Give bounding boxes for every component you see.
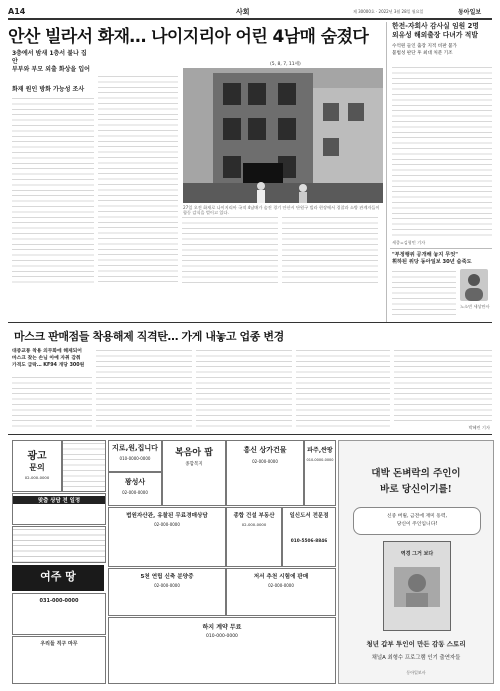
ad-left-top-title: 광고 [27,451,47,462]
ad-mid-5-title: 법원자산관, 유찰된 무료경매상담 [126,513,208,519]
ad-mid-8[interactable] [282,507,336,567]
ad-left-low[interactable] [12,565,104,591]
ad-mid-9-title: 5천 연립 신축 분양중 [140,574,194,580]
second-body-col1 [12,375,92,430]
second-body-col3 [196,348,292,430]
right-story [392,22,492,57]
column-title: "부정행위 공개해 놓지 무엇" [392,252,458,258]
ad-mid-6[interactable] [108,472,162,506]
second-sub-1: 대중교통 착용 의무화에 해제되어 [12,349,82,354]
columnist-photo [460,269,488,301]
ad-mid-10-phone: 02-000-0000 [268,583,294,588]
second-body-col2 [96,348,192,430]
subhead-3: 화재 원인 방화 가능성 조사 [12,86,85,93]
ad-mid-2-sub: 종합복지 [185,462,203,467]
column-box [392,252,492,318]
ad-mid-7[interactable] [226,507,282,567]
story-body-col1 [12,96,94,286]
book-cover-illustration [384,557,450,617]
book-ad-speech-2: 당신이 주인입니다! [396,522,438,527]
subhead-2: 부부와 부모 외출 화상을 입어 [12,66,90,73]
ad-mid-1-title: 지로,원,집니다 [112,444,158,452]
ad-left-mid-title: 맞춤 상담 전 일정 [13,496,105,504]
ad-mid-1[interactable] [108,440,162,472]
ad-left-top-subtitle: 문의 [29,463,45,472]
headline-title: 안산 빌라서 화재… 나이지리아 어린 4남매 숨졌다 [8,27,369,47]
ad-left-low2-title: 우리들 직구 마무 [40,641,78,647]
ad-left-top-phone: 02-000-0000 [24,475,50,480]
book-ad-publisher: 동아일보사 [406,670,426,675]
ad-mid-10[interactable] [226,568,336,616]
ad-mid-3-phone: 02-000-0000 [252,459,278,464]
main-headline [8,22,388,47]
right-story-body [392,65,492,240]
ad-mid-11[interactable] [108,617,336,684]
ad-mid-9[interactable] [108,568,226,616]
story-body-col3 [182,215,278,286]
second-sub-2: 마스크 찾는 손님 아예 자취 감춰 [12,356,81,361]
column-body [392,269,456,315]
ad-left-low-title: 여주 땅 [40,570,76,583]
book-ad[interactable] [338,440,494,684]
ad-mid-5[interactable] [108,507,226,567]
ad-mid-11-phone: 010-000-0000 [206,634,238,639]
issue-meta: 제 30000호 · 2022년 3월 28일 월요일 [353,9,424,14]
ad-mid-9-phone: 02-000-0000 [154,583,180,588]
right-story-title: 한전-자회사 감사실 임원 2명 [392,22,479,30]
book-ad-speech-1: 신중 버릴, 금전에 재미 동력, [386,514,448,519]
ad-left-mid2[interactable] [12,526,106,563]
masthead [8,6,492,18]
column-title2: 휘하된 위당 동아일보 30년 숨죽도 [392,259,472,265]
ad-mid-2-title: 복음아 팝 [175,448,213,458]
ad-mid-3[interactable] [226,440,304,506]
book-ad-speech-bubble [353,507,481,535]
second-body-col5 [394,348,492,424]
ad-mid-5-phone: 02-000-0000 [154,522,180,527]
ad-mid-8-phone: 010-5506-8846 [290,539,328,544]
subhead-1: 3층에서 밤새 1층서 불나 집안 [12,50,87,65]
headline-ages: (5, 8, 7, 11세) [270,62,301,67]
section-name: 사회 [236,8,250,16]
ad-left-low-info[interactable] [12,593,106,635]
right-story-byline: 세종=김형민 기자 [392,240,426,245]
ad-mid-7-title: 종합 건설 부동산 [233,513,275,519]
ad-mid-1-phone: 010-0000-0000 [119,456,151,461]
book-cover [383,541,451,631]
ad-left-bottom[interactable] [12,636,106,684]
ad-left-top[interactable] [12,440,62,492]
ad-left-low-phone: 031-000-0000 [39,598,79,604]
ad-mid-3-title: 흥신 상가건물 [243,446,287,454]
column-kicker: 노소빈 세상만사 [460,304,490,309]
ad-left-mid[interactable] [12,493,106,525]
book-ad-title-1: 대박 돈벼락의 주인이 [371,468,461,479]
page-number: A14 [8,7,26,16]
ad-mid-2[interactable] [162,440,226,506]
building-photo-illustration [183,68,383,203]
right-story-title2: 외유성 해외출장 다녀가 적발 [392,31,478,39]
ad-mid-6-title: 꽝성사 [124,478,146,486]
right-story-tagline: 불법성 판단 후 최대 처분 기조 [392,51,453,56]
story-body-col4 [282,215,378,286]
ad-mid-7-phone: 02-000-0000 [241,522,267,527]
ad-left-list[interactable] [62,440,106,492]
second-headline-title: 마스크 판매점들 착용해제 직격탄… 가게 내놓고 업종 변경 [14,330,284,343]
story-body-col2 [98,74,178,286]
ad-mid-11-title: 하지 계약 무료 [202,624,242,631]
ad-mid-10-title: 저서 추천 시험에 판매 [253,574,309,580]
ad-mid-4[interactable] [304,440,336,506]
second-sub-3: 가격도 급락… KF94 개당 300원 [12,363,85,368]
book-ad-title-2: 바로 당신이기를! [380,484,452,495]
second-body-col4 [296,348,390,430]
ad-mid-6-phone: 02-000-0000 [122,490,148,495]
paper-name: 동아일보 [458,9,482,16]
ad-mid-8-title: 일신도서 전문점 [289,513,329,519]
book-ad-bottom-2: 채널A 최형수 프로그램 인기 출연자들 [371,655,461,661]
book-cover-title: 역경 그거 보다 [400,551,434,557]
second-subheads [12,348,92,369]
photo-caption: 27일 오전 화재로 나이지리아 국적 4남매가 숨진 경기 안산시 단원구 빌라 현장에서 경찰과 소방 관계자들이 합동 감식을 벌이고 있다. [183,205,380,215]
ad-mid-4-phone: 010-0000-0000 [306,458,334,462]
fire-photo [183,68,383,203]
headline-subheads [12,50,90,94]
ad-mid-4-title: 파주,싼팡 [307,447,333,454]
right-story-sub: 수억원 들인 출장 지적 비판 불가 [392,44,457,49]
second-headline [14,325,484,344]
book-ad-bottom-1: 청년 갑부 투인이 만든 감동 스토리 [366,640,466,648]
second-byline: 박혜린 기자 [468,425,490,430]
